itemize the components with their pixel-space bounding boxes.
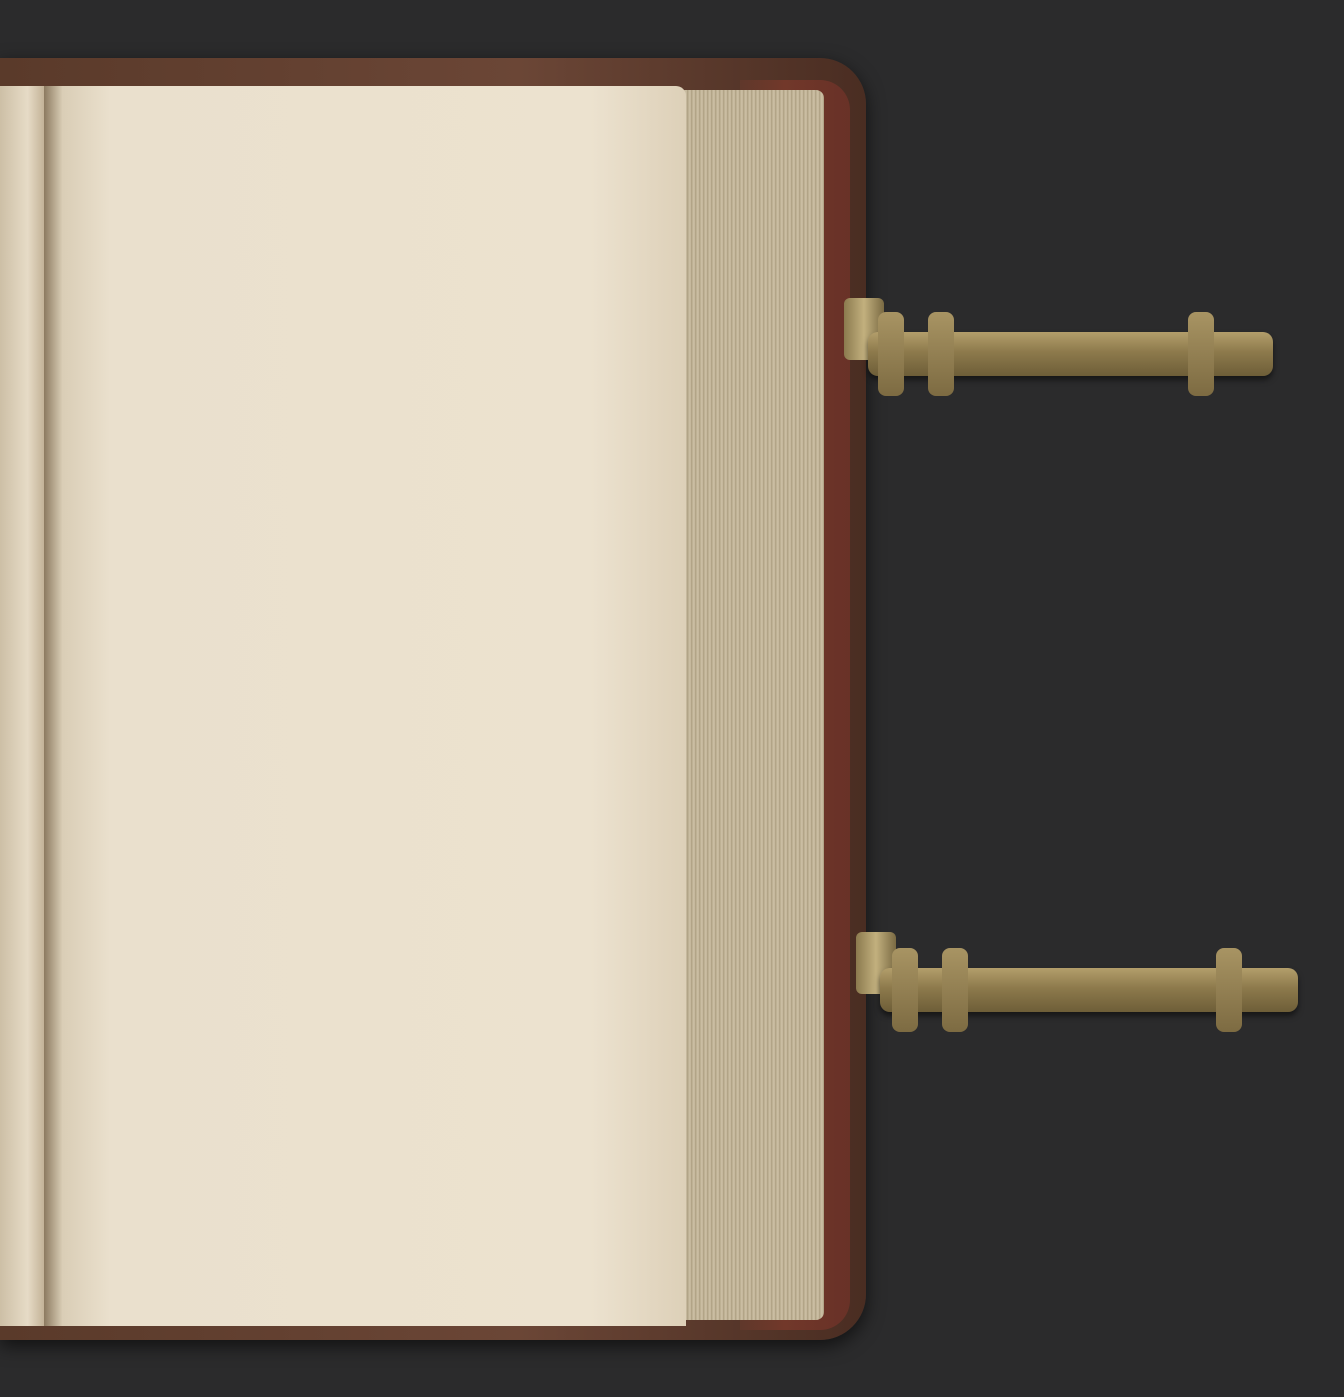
clasp-knob [1216,948,1242,1032]
section-date [88,690,588,724]
clasp-top [868,332,1273,376]
dropcap-line-1 [140,748,588,782]
dropcap-line-2 [140,782,588,816]
clasp-bottom [880,968,1298,1012]
signature-mark [338,1198,378,1232]
clasp-knob [928,312,954,396]
clasp-knob [892,948,918,1032]
drop-cap [88,748,134,818]
page-edges [684,90,824,1320]
left-page [0,86,46,1326]
book-gutter [44,86,62,1326]
clasp-knob [878,312,904,396]
catchword [508,1198,588,1232]
clasp-knob [942,948,968,1032]
running-head [88,132,588,166]
clasp-knob [1188,312,1214,396]
section-heading [88,655,588,689]
